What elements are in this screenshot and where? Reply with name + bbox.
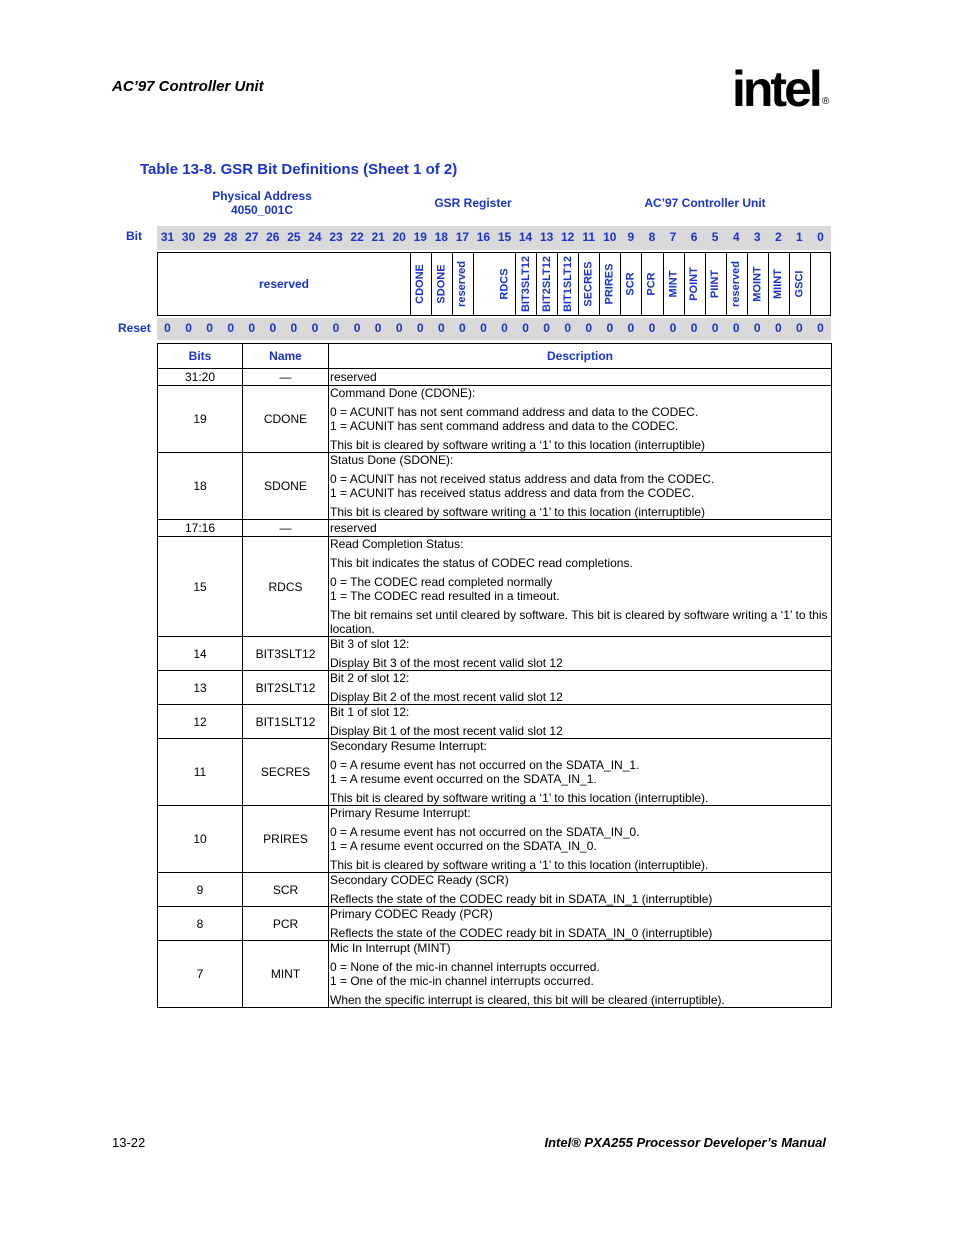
reset-value: 0 bbox=[353, 321, 361, 335]
row-bits: 19 bbox=[158, 386, 243, 453]
register-field-diagram bbox=[157, 252, 831, 316]
reset-value: 0 bbox=[669, 321, 677, 335]
field-label bbox=[452, 253, 473, 315]
header-bits: Bits bbox=[158, 344, 243, 369]
reset-value: 0 bbox=[480, 321, 487, 335]
reset-value: 0 bbox=[416, 321, 424, 335]
table-header-row bbox=[158, 344, 832, 369]
row-name: SECRES bbox=[243, 739, 329, 806]
bit-number: 15 bbox=[497, 230, 512, 244]
bit-number: 2 bbox=[774, 230, 782, 244]
bit-number: 26 bbox=[266, 230, 280, 244]
description-line: Mic In Interrupt (MINT) bbox=[330, 941, 451, 955]
field-name: SDONE bbox=[435, 264, 448, 304]
description-line: 1 = A resume event occurred on the SDATA_IN_1. bbox=[330, 772, 597, 786]
reset-value: 0 bbox=[648, 321, 656, 335]
field-name: MIINT bbox=[772, 269, 785, 299]
field-label bbox=[599, 253, 620, 315]
description-line: Display Bit 3 of the most recent valid slot 12 bbox=[330, 656, 563, 670]
intel-logo-graphic bbox=[730, 58, 840, 120]
reset-value: 0 bbox=[311, 321, 319, 335]
manual-title: Intel® PXA255 Processor Developer’s Manual bbox=[544, 1135, 826, 1150]
field-reserved-31-20: reserved bbox=[258, 277, 310, 291]
field-name: MOINT bbox=[751, 266, 764, 302]
description-line: This bit is cleared by software writing a ‘1’ to this location (interruptible). bbox=[330, 791, 709, 805]
description-line: reserved bbox=[330, 521, 377, 535]
bit-number: 29 bbox=[202, 230, 217, 244]
field-name: BIT3SLT12 bbox=[519, 255, 532, 313]
row-name: RDCS bbox=[243, 537, 329, 637]
bit-number: 9 bbox=[627, 230, 635, 244]
row-bits: 14 bbox=[158, 637, 243, 671]
field-label bbox=[684, 253, 705, 315]
table-row bbox=[158, 907, 832, 941]
reset-value-row bbox=[157, 318, 831, 340]
row-bits: 8 bbox=[158, 907, 243, 941]
row-bits: 10 bbox=[158, 806, 243, 873]
field-name: BIT1SLT12 bbox=[561, 255, 574, 313]
field-name: MINT bbox=[667, 270, 680, 298]
field-label bbox=[494, 253, 515, 315]
description-line: reserved bbox=[330, 370, 377, 384]
reset-value: 0 bbox=[627, 321, 635, 335]
bit-number: 14 bbox=[518, 230, 533, 244]
reset-value: 0 bbox=[269, 321, 277, 335]
field-label bbox=[747, 253, 768, 315]
description-line: 1 = ACUNIT has received status address and data from the CODEC. bbox=[330, 486, 695, 500]
table-row bbox=[158, 739, 832, 806]
description-line: This bit indicates the status of CODEC read completions. bbox=[330, 556, 633, 570]
description-line: 1 = A resume event occurred on the SDATA_IN_0. bbox=[330, 839, 597, 853]
reset-value: 0 bbox=[606, 321, 614, 335]
table-row bbox=[158, 671, 832, 705]
row-name: PRIRES bbox=[243, 806, 329, 873]
description-line: Bit 1 of slot 12: bbox=[330, 705, 410, 719]
reset-value: 0 bbox=[690, 321, 698, 335]
row-name: BIT1SLT12 bbox=[243, 705, 329, 739]
reset-value: 0 bbox=[796, 321, 803, 335]
field-label bbox=[536, 253, 557, 315]
field-label bbox=[620, 253, 641, 315]
row-bits: 9 bbox=[158, 873, 243, 907]
bit-number: 7 bbox=[669, 230, 677, 244]
table-row bbox=[158, 386, 832, 453]
bit-number: 21 bbox=[371, 230, 385, 244]
row-name: BIT2SLT12 bbox=[243, 671, 329, 705]
description-line: 0 = None of the mic-in channel interrupts occurred. bbox=[330, 960, 600, 974]
row-description bbox=[329, 806, 832, 873]
bit-number: 25 bbox=[287, 230, 301, 244]
description-line: Secondary Resume Interrupt: bbox=[330, 739, 487, 753]
reset-value: 0 bbox=[374, 321, 382, 335]
description-line: This bit is cleared by software writing a ‘1’ to this location (interruptible) bbox=[330, 438, 706, 452]
field-label bbox=[515, 253, 536, 315]
row-bits: 17:16 bbox=[158, 520, 243, 537]
field-name: PRIRES bbox=[603, 263, 616, 305]
field-name: SECRES bbox=[582, 261, 595, 307]
physical-address bbox=[200, 189, 324, 217]
table-row bbox=[158, 369, 832, 386]
header-name: Name bbox=[243, 344, 329, 369]
bit-number: 5 bbox=[711, 230, 719, 244]
reset-value: 0 bbox=[501, 321, 508, 335]
field-label bbox=[726, 253, 747, 315]
bit-number: 13 bbox=[539, 230, 554, 244]
physical-address-label: Physical Address bbox=[212, 189, 312, 203]
field-name: CDONE bbox=[414, 264, 427, 304]
description-line: Read Completion Status: bbox=[330, 537, 464, 551]
bit-number: 3 bbox=[753, 230, 761, 244]
bit-number: 0 bbox=[817, 230, 824, 244]
table-row bbox=[158, 453, 832, 520]
table-row bbox=[158, 637, 832, 671]
description-line: Status Done (SDONE): bbox=[330, 453, 454, 467]
description-line: Bit 3 of slot 12: bbox=[330, 637, 410, 651]
row-name: MINT bbox=[243, 941, 329, 1008]
row-name: — bbox=[243, 369, 329, 386]
table-row bbox=[158, 537, 832, 637]
reset-value: 0 bbox=[206, 321, 213, 335]
bit-number: 10 bbox=[603, 230, 617, 244]
table-row bbox=[158, 520, 832, 537]
description-line: 1 = One of the mic-in channel interrupts occurred. bbox=[330, 974, 594, 988]
description-line: 1 = The CODEC read resulted in a timeout. bbox=[330, 589, 560, 603]
reset-row-label: Reset bbox=[118, 321, 151, 335]
bit-number: 27 bbox=[245, 230, 259, 244]
row-bits: 31:20 bbox=[158, 369, 243, 386]
field-name: reserved bbox=[730, 261, 743, 307]
row-description bbox=[329, 520, 832, 537]
bit-number: 22 bbox=[350, 230, 364, 244]
row-description bbox=[329, 907, 832, 941]
description-line: The bit remains set until cleared by software. This bit is cleared by software writing a ‘1’ to this location. bbox=[330, 608, 828, 636]
reset-value: 0 bbox=[543, 321, 550, 335]
field-name: SCR bbox=[624, 272, 637, 296]
description-line: Secondary CODEC Ready (SCR) bbox=[330, 873, 509, 887]
field-divider bbox=[473, 253, 474, 315]
bit-number: 8 bbox=[648, 230, 656, 244]
row-description bbox=[329, 637, 832, 671]
table-title: Table 13-8. GSR Bit Definitions (Sheet 1 of 2) bbox=[140, 161, 458, 178]
reset-value: 0 bbox=[248, 321, 256, 335]
field-name: GSCI bbox=[793, 270, 806, 298]
reset-value: 0 bbox=[774, 321, 782, 335]
description-line: This bit is cleared by software writing a ‘1’ to this location (interruptible). bbox=[330, 858, 709, 872]
field-divider bbox=[810, 253, 811, 315]
row-name: BIT3SLT12 bbox=[243, 637, 329, 671]
bit-number: 19 bbox=[413, 230, 427, 244]
field-label bbox=[789, 253, 810, 315]
bit-number: 18 bbox=[434, 230, 448, 244]
reset-value: 0 bbox=[395, 321, 403, 335]
description-line: 0 = A resume event has not occurred on the SDATA_IN_0. bbox=[330, 825, 640, 839]
row-description bbox=[329, 386, 832, 453]
field-name: RDCS bbox=[498, 268, 511, 300]
row-bits: 7 bbox=[158, 941, 243, 1008]
bit-number: 30 bbox=[181, 230, 196, 244]
row-description bbox=[329, 369, 832, 386]
row-name: SCR bbox=[243, 873, 329, 907]
row-name: — bbox=[243, 520, 329, 537]
row-bits: 18 bbox=[158, 453, 243, 520]
bit-number: 28 bbox=[224, 230, 238, 244]
row-bits: 11 bbox=[158, 739, 243, 806]
reset-value: 0 bbox=[817, 321, 824, 335]
bit-description-table bbox=[157, 343, 832, 1008]
reset-value: 0 bbox=[459, 321, 466, 335]
description-line: Bit 2 of slot 12: bbox=[330, 671, 410, 685]
row-name: PCR bbox=[243, 907, 329, 941]
reset-value: 0 bbox=[732, 321, 740, 335]
field-name: BIT2SLT12 bbox=[540, 255, 553, 313]
description-line: Reflects the state of the CODEC ready bit in SDATA_IN_1 (interruptible) bbox=[330, 892, 713, 906]
intel-logo bbox=[730, 58, 840, 120]
field-label bbox=[641, 253, 662, 315]
description-line: Primary Resume Interrupt: bbox=[330, 806, 471, 820]
description-line: 0 = A resume event has not occurred on the SDATA_IN_1. bbox=[330, 758, 640, 772]
description-line: Reflects the state of the CODEC ready bit in SDATA_IN_0 (interruptible) bbox=[330, 926, 713, 940]
reset-value: 0 bbox=[585, 321, 593, 335]
row-name: SDONE bbox=[243, 453, 329, 520]
bit-number: 12 bbox=[561, 230, 575, 244]
field-name: PIINT bbox=[709, 269, 722, 299]
reset-value: 0 bbox=[290, 321, 298, 335]
register-name: GSR Register bbox=[434, 196, 512, 210]
description-line: 0 = ACUNIT has not received status address and data from the CODEC. bbox=[330, 472, 715, 486]
row-description bbox=[329, 705, 832, 739]
bit-number: 16 bbox=[476, 230, 491, 244]
bit-number: 6 bbox=[690, 230, 698, 244]
description-line: This bit is cleared by software writing a ‘1’ to this location (interruptible) bbox=[330, 505, 706, 519]
description-line: Command Done (CDONE): bbox=[330, 386, 476, 400]
row-bits: 13 bbox=[158, 671, 243, 705]
bit-row-label: Bit bbox=[126, 229, 142, 243]
registered-mark: ® bbox=[822, 96, 830, 107]
row-bits: 15 bbox=[158, 537, 243, 637]
description-line: Display Bit 2 of the most recent valid slot 12 bbox=[330, 690, 563, 704]
description-line: 1 = ACUNIT has sent command address and data to the CODEC. bbox=[330, 419, 679, 433]
bit-number: 24 bbox=[308, 230, 322, 244]
description-line: When the specific interrupt is cleared, this bit will be cleared (interruptible). bbox=[330, 993, 725, 1007]
reset-value: 0 bbox=[164, 321, 171, 335]
unit-name: AC’97 Controller Unit bbox=[644, 196, 766, 210]
description-line: 0 = ACUNIT has not sent command address and data to the CODEC. bbox=[330, 405, 699, 419]
reset-value: 0 bbox=[564, 321, 572, 335]
bit-number: 11 bbox=[582, 230, 596, 244]
bit-number-row bbox=[157, 226, 831, 250]
description-line: 0 = The CODEC read completed normally bbox=[330, 575, 553, 589]
reset-value: 0 bbox=[437, 321, 445, 335]
table-row bbox=[158, 941, 832, 1008]
bit-number: 31 bbox=[160, 230, 175, 244]
section-title: AC’97 Controller Unit bbox=[112, 78, 264, 95]
field-name: reserved bbox=[456, 261, 469, 307]
field-label bbox=[431, 253, 452, 315]
reset-value: 0 bbox=[227, 321, 235, 335]
field-name: POINT bbox=[688, 267, 701, 301]
table-row bbox=[158, 705, 832, 739]
reset-value: 0 bbox=[522, 321, 529, 335]
physical-address-value: 4050_001C bbox=[230, 203, 294, 217]
bit-number: 17 bbox=[455, 230, 470, 244]
description-line: Display Bit 1 of the most recent valid slot 12 bbox=[330, 724, 563, 738]
row-description bbox=[329, 739, 832, 806]
row-description bbox=[329, 941, 832, 1008]
row-description bbox=[329, 453, 832, 520]
bit-number: 20 bbox=[392, 230, 406, 244]
row-name: CDONE bbox=[243, 386, 329, 453]
row-bits: 12 bbox=[158, 705, 243, 739]
bit-number: 23 bbox=[329, 230, 343, 244]
table-row bbox=[158, 806, 832, 873]
field-label bbox=[557, 253, 578, 315]
page-number: 13-22 bbox=[112, 1135, 146, 1150]
reset-value: 0 bbox=[332, 321, 340, 335]
row-description bbox=[329, 537, 832, 637]
table-row bbox=[158, 873, 832, 907]
reset-value: 0 bbox=[185, 321, 192, 335]
reset-value: 0 bbox=[753, 321, 761, 335]
intel-logo-wordmark: intel bbox=[732, 61, 820, 117]
header-description: Description bbox=[329, 344, 832, 369]
reset-value: 0 bbox=[711, 321, 719, 335]
field-name: PCR bbox=[645, 272, 658, 296]
field-label bbox=[663, 253, 684, 315]
field-label bbox=[768, 253, 789, 315]
field-label bbox=[410, 253, 431, 315]
description-line: Primary CODEC Ready (PCR) bbox=[330, 907, 493, 921]
bit-number: 1 bbox=[796, 230, 803, 244]
field-label bbox=[705, 253, 726, 315]
row-description bbox=[329, 671, 832, 705]
bit-number: 4 bbox=[732, 230, 740, 244]
field-label bbox=[578, 253, 599, 315]
row-description bbox=[329, 873, 832, 907]
